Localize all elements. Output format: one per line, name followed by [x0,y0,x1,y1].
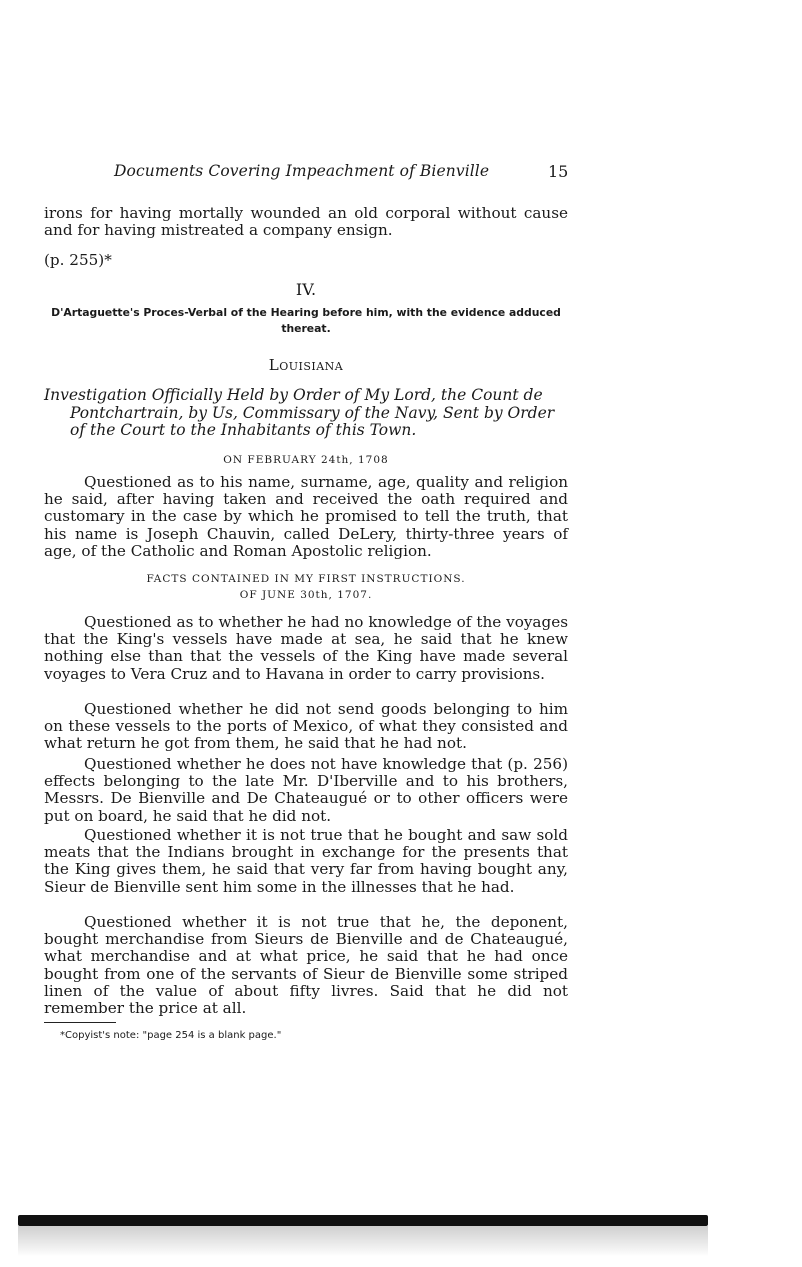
facts-heading-line: FACTS CONTAINED IN MY FIRST INSTRUCTIONS. [146,573,466,585]
document-heading: D'Artaguette's Proces-Verbal of the Hearing before him, with the evidence adduced thereat. [51,306,561,335]
binding-shadow [18,1226,708,1256]
paragraph: Questioned whether he does not have knowledge that (p. 256) effects belonging to the late Mr. D'Iberville and to his brothers, Messrs. De Bienville and De Chateaugué or to other officers were put on board, he said that he did not. [44,755,568,825]
paragraph: Questioned as to his name, surname, age, quality and religion he said, after having taken and received the oath required and customary in the case by which he promised to tell the truth, that his name is Joseph Chauvin, called DeLery, thirty-three years of age, of the Catholic and Roman Apostolic religion. [44,473,568,560]
investigation-title-line: Pontchartrain, by Us, Commissary of the Navy, Sent by Order [70,403,555,422]
paragraph-continuation: irons for having mortally wounded an old corporal without cause and for having mistreated a company ensign. [44,204,568,240]
running-header: Documents Covering Impeachment of Bienville [114,162,490,180]
date-heading: ON FEBRUARY 24th, 1708 [223,454,389,466]
footnote-rule [44,1022,116,1023]
investigation-title-line: Investigation Officially Held by Order of My Lord, the Count de [44,386,543,404]
section-number: IV. [295,280,317,299]
paragraph: Questioned as to whether he had no knowledge of the voyages that the King's vessels have made at sea, he said that he knew nothing else than that the vessels of the King have made several voyages to Vera Cruz and to Havana in order to carry provisions. [44,613,568,683]
page-number: 15 [548,162,569,181]
facts-heading-line: OF JUNE 30th, 1707. [239,589,373,601]
binding-edge [18,1215,708,1226]
investigation-title-line: of the Court to the Inhabitants of this Town. [70,421,417,439]
paragraph: Questioned whether it is not true that he bought and saw sold meats that the Indians brought in exchange for the presents that the King gives them, he said that very far from having bought any, Sieur de Bienville sent him some in the illnesses that he had. [44,826,568,896]
footnote: *Copyist's note: "page 254 is a blank page." [60,1030,282,1041]
page-reference: (p. 255)* [44,251,112,269]
location-heading: Louisiana [268,356,344,374]
paragraph: Questioned whether he did not send goods belonging to him on these vessels to the ports of Mexico, of what they consisted and what return he got from them, he said that he had not. [44,700,568,753]
facts-heading [0,571,612,603]
paragraph: Questioned whether it is not true that he, the deponent, bought merchandise from Sieurs de Bienville and de Chateaugué, what merchandise and at what price, he said that he had once bought from one of the servants of Sieur de Bienville some striped linen of the value of about fifty livres. Said that he did not remember the price at all. [44,913,568,1018]
investigation-title [44,387,572,440]
